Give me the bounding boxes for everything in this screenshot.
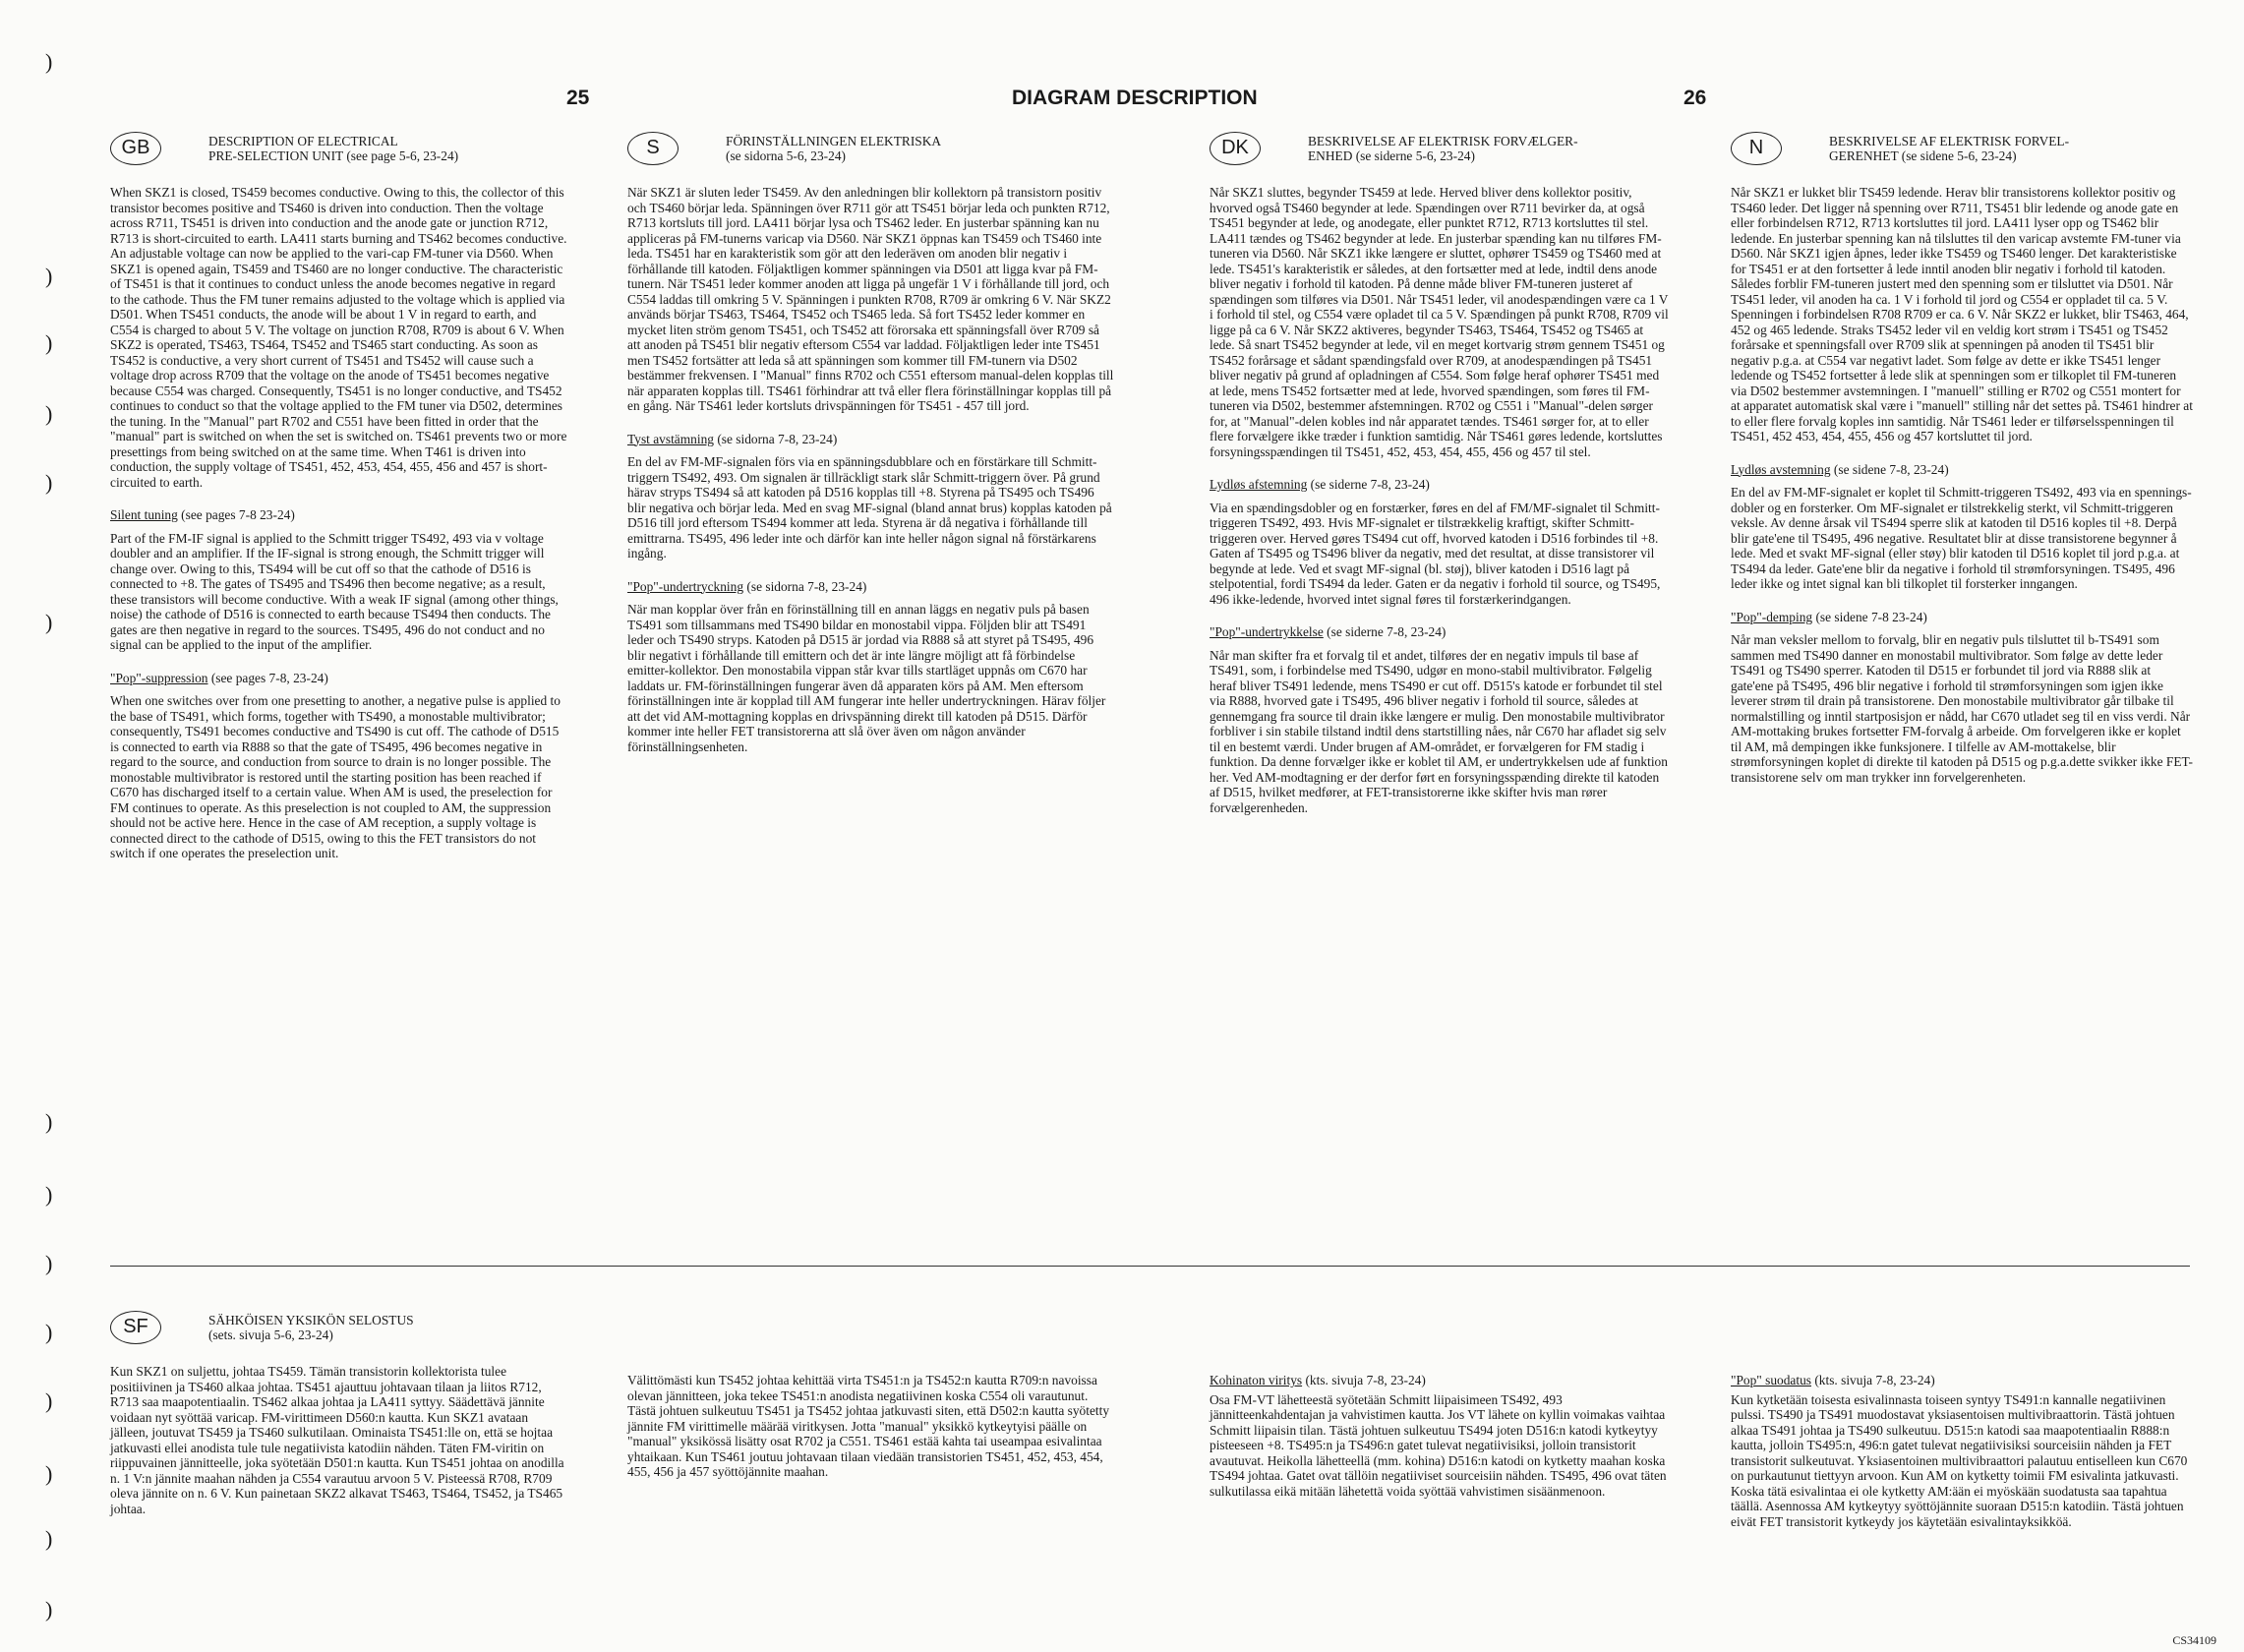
n-title-line1: BESKRIVELSE AF ELEKTRISK FORVEL- [1829,134,2070,148]
s-subheading-tyst [627,432,1114,447]
sf-paragraph-4: Kun kytketään toisesta esivalinnasta toiseen syntyy TS491:n kannalle negatiivinen pulssi. TS490 ja TS491 muodostavat yksiasentoisen multivibraattorin. Tästä johtuen alkaa TS491 johtaa ja TS490 sulkeutuu. D515:n katodi saa maapotentiaalin R888:n kautta, jolloin TS495:n, 496:n gatet tulevat negatiivisiksi sourceisiin nähden ja FET transistorit sulkeutuvat. Yksiasentoinen multivibraattori palautuu entiselleen kun C670 on purkautunut tiettyyn arvoon. Kun AM on kytketty toimii FM esivalinta jatkuvasti. Koska tätä esivalintaa ei ole kytketty AM:ään ei myöskään suodatusta saa tapahtua täällä. Asennossa AM kytkeytyy syöttöjännite suoraan D515:n katodiin. Tästä johtuen eivät FET transistorit kytkeydy jos käytetään esivalintayksikköä. [1731,1391,2188,1529]
gb-sub1: Silent tuning [110,507,178,522]
sf-sub3: Kohinaton viritys [1210,1373,1303,1387]
s-sub2: "Pop"-undertryckning [627,578,744,594]
dk-sub2: "Pop"-undertrykkelse [1210,624,1324,639]
sf-title-line2: (sets. sivuja 5-6, 23-24) [208,1328,333,1342]
n-paragraph-2: En del av FM-MF-signalet er koplet til Schmitt-triggeren TS492, 493 via en spennings-dobler og en forsterker. Om MF-signalet er tilstrekkelig sterkt, vil Schmitt-triggeren veksle. Av denne årsak vil TS494 sperre slik at katoden til D516 koples til +8. Derpå blir gate'ene til TS495, 496 negative. Resultatet blir at disse transistorene begynner å lede. Med et svakt MF-signal (eller støy) blir katoden til D516 koplet til jord p.g.a. at TS494 da leder. Gate'ene blir da negative i forhold til strømforsyningen. TS495, 496 leder ikke og intet signal kan bli tilkoplet til forsterker inngangen. [1731,485,2192,591]
s-title-line1: FÖRINSTÄLLNINGEN ELEKTRISKA [726,134,942,148]
dk-paragraph-3: Når man skifter fra et forvalg til et andet, tilføres der en negativ impuls til base af TS491, som, i forbindelse med TS490, udgør en mono-stabil multivibrator. Følgelig heraf bliver TS491 ledende, mens TS490 er cut off. D515's katode er forbundet til stel via R888, hvorved gate i TS495, 496 bliver negativ i forhold til source, således at gennemgang fra source til drain ikke længere er mulig. Den monostabile multivibrator forbliver i sin stabile tilstand indtil dens startstilling nåes, når C670 har afladet sig selv til en bestemt værdi. Under brugen af AM-området, er forvælgeren for FM stadig i funktion. Da denne forvælger ikke er koblet til AM, er undertrykkelsen ude af funktion her. Ved AM-modtagning er der derfor ført en forsyningsspænding direkte til katoden af D515, hvilket medfører, at FET-transistorerne ikke skifter hvis man rører forvælgerenheden. [1210,647,1668,815]
gb-sub2-ref: (see pages 7-8, 23-24) [207,670,328,685]
sf-paragraph-1: Kun SKZ1 on suljettu, johtaa TS459. Tämän transistorin kollektorista tulee positiivinen ja TS460 alkaa johtaa. TS451 ajauttuu johtavaan tilaan ja liitos R712, R713 saa maapotentiaalin. TS462 alkaa johtaa ja LA411 syttyy. Säädettävä jännite voidaan nyt syöttää varicap. FM-virittimeen D560:n kautta. Kun SKZ1 avataan jälleen, joutuvat TS459 ja TS460 sulkutilaan. Ominaista TS451:lle on, että se hojtaa jatkuvasti ellei anodista tule tule negatiivista katodiin nähden. Täten FM-viritin on riippuvainen jännitteelle, joka syötetään D501:n kautta. Kun TS451 johtaa on anodilla n. 1 V:n jännite maahan nähden ja C554 varautuu arvoon 5 V. Pisteessä R708, R709 oleva jännite on n. 6 V. Kun painetaan SKZ2 alkavat TS463, TS464, TS452, ja TS465 johtaa. [110,1364,564,1516]
s-title-line2: (se sidorna 5-6, 23-24) [726,148,846,163]
sf-sub4-ref: (kts. sivuja 7-8, 23-24) [1811,1373,1935,1387]
n-sub2-ref: (se sidene 7-8 23-24) [1812,609,1927,624]
s-sub1: Tyst avstämning [627,431,714,446]
sf-paragraph-3: Osa FM-VT lähetteestä syötetään Schmitt liipaisimeen TS492, 493 jännitteenkahdentajan ja vahvistimen kautta. Jos VT lähete on kyllin voimakas vaihtaa Schmitt liipaisin tilan. Tästä johtuen sulkeutuu TS494 joten D516:n katodi kytkeytyy pisteeseen +8. TS495:n ja TS496:n gatet tulevat negatiivisiksi, jolloin transistorit avautuvat. Heikolla lähetteellä (mm. kohina) D516:n katodi on kytketty maahan koska TS494 johtaa. Gatet ovat tällöin negatiiviset sourceisiin nähden. TS495, 496 ovat täten sulkutilassa eikä mitään lähetettä voida syöttää vahvistimen sisäänmenoon. [1210,1391,1667,1499]
gb-subheading-pop [110,671,567,686]
page-number-right: 26 [1683,87,1707,109]
binder-mark: ) [45,401,53,426]
s-paragraph-1: När SKZ1 är sluten leder TS459. Av den anledningen blir kollektorn på transistorn positiv och TS460 börjar leda. Spänningen över R711 gör att TS451 börjar leda och punkten R712, R713 kortsluts till jord. LA411 börjar lysa och TS462 leder. En justerbar spänning kan nu appliceras på FM-tunerns varicap via D560. När SKZ1 öppnas kan TS459 och TS460 inte leda. TS451 har en karakteristik som gör att den lederäven om anoden blir negativ i förhållande till katoden. Följaktligen kommer spänningen via D501 att ligga kvar på FM-tunern. När TS451 leder kommer anoden att ligga på ungefär 1 V i förhållande till jord, och C554 laddas till omkring 5 V. Spänningen i punkten R708, R709 är omkring 6 V. När SKZ2 används börjar TS463, TS464, TS452 och TS465 leda. Så fort TS452 leder kommer en mycket liten ström genom TS451, och TS452 att förorsaka ett spänningsfall över R709 så att anoden på TS451 blir negativ eftersom C554 var laddad. Följaktligen leder inte TS451 men TS452 fortsätter att leda så att spänningen som kommer till FM-tunern via D502 bestämmer frekvensen. I "Manual" finns R702 och C551 eftersom manual-delen kopplas till när apparaten kopplas till. TS461 förhindrar att två eller flera förinställningar kopplas till på en gång. När TS461 leder kortsluts drivspänningen för TS451 - 457 till jord. [627,185,1114,413]
n-paragraph-3: Når man veksler mellom to forvalg, blir en negativ puls tilsluttet til b-TS491 som sammen med TS490 danner en monostabil multivibrator. Som følge av dette leder TS491 og TS490 sperrer. Katoden til D515 er forbundet til jord via R888 slik at gate'ene på TS495, 496 blir negative i forhold til strømforsyningen som igjen ikke leverer strøm til drain på transistorene. Den monostabile multivibrator går tilbake til normalstilling og inntil startposisjon er nådd, har C670 utladet seg til en viss verdi. Når AM-mottaking brukes fortsetter FM-forvalg å arbeide. Om forvelgeren ikke er koplet til AM, må dempingen ikke funksjonere. I tilfelle av AM-mottakelse, blir strømforsyningen koplet di direkte til katoden på D515 og p.g.a.dette svikker ikke FET-transistorene selv om man trykker inn forvelgerenheten. [1731,632,2193,785]
gb-title-line1: DESCRIPTION OF ELECTRICAL [208,134,398,148]
binder-mark: ) [45,264,53,288]
section-sf-col3 [1210,1373,1672,1499]
n-paragraph-1: Når SKZ1 er lukket blir TS459 ledende. Herav blir transistorens kollektor positiv og TS460 leder. Det ligger nå spenning over R711, TS451 blir ledende og anode gate en eller forbindelsen R712, R713 kortsluttes til jord. LA411 lyser opp og TS462 blir ledende. En justerbar spenning kan nå tilsluttes til den varicap avstemte FM-tuner via D560. Når SKZ1 igjen åpnes, leder ikke TS459 og TS460 lenger. Det karakteristiske for TS451 er at den fortsetter å lede inntil anoden blir negativ i forhold til katoden. Således forblir FM-tuneren justert med den spenning som er tilsluttet via D501. Når TS451 leder, vil anoden ha ca. 1 V i forhold til jord og C554 er oppladet til ca. 5 V. Spenningen i forbindelsen R708 R709 er ca. 6 V. Når SKZ2 er lukket, blir TS463, 464, 452 og 465 ledende. Straks TS452 leder vil en veldig kort strøm i TS451 og TS452 forårsake et spenningsfall over R709 slik at spenningen på anoden til TS451 blir negativ p.g.a. at C554 var negativt ladet. Som følge av dette er ikke TS451 lenger ledende og TS452 fortsetter å lede slik at spenningen som er tilkoplet til FM-tuneren via D502 bestemmer avstemningen. I "manuell" stilling er R702 og C551 montert for at apparatet automatisk skal være i "manuell" stilling når det settes på. TS461 hindrer at to eller flere forvalg koples inn samtidig. Når TS461 leder er tilførselsspenningen til TS451, 452 453, 454, 455, 456 og 457 kortsluttet til jord. [1731,185,2193,443]
sf-sub4: "Pop" suodatus [1731,1373,1811,1387]
s-subheading-pop [627,579,1114,595]
gb-sub2: "Pop"-suppression [110,670,208,685]
binder-mark: ) [45,470,53,495]
n-title-line2: GERENHET (se sidene 5-6, 23-24) [1829,148,2017,163]
dk-title-line2: ENHED (se siderne 5-6, 23-24) [1308,148,1475,163]
s-paragraph-3: När man kopplar över från en förinställning till en annan läggs en negativ puls på basen TS491 som tillsammans med TS490 bildar en monostabil vippa. Följden blir att TS491 leder och TS490 stryps. Katoden på D515 är jordad via R888 så att styret på TS495, 496 blir negativt i förhållande till emittern och det är inte längre möjligt att få förbindelse emitter-kollektor. Den monostabila vippan står kvar tills startläget uppnås om C670 har laddats ur. FM-förinställningen fungerar även då apparaten körs på AM. Men eftersom förinställningen inte är kopplad till AM fungerar inte heller undertryckningen. Härav följer att det vid AM-mottagning kopplas en drivspänning direkt till katoden på D515. Därför kommer inte heller FET transistorerna att slå över även om någon använder förinställningsenheten. [627,602,1106,754]
dk-sub2-ref: (se siderne 7-8, 23-24) [1323,624,1447,639]
dk-paragraph-1: Når SKZ1 sluttes, begynder TS459 at lede. Herved bliver dens kollektor positiv, hvorved også TS460 begynder at lede. Spændingen over R711 bevirker da, at også TS451 begynder at lede, og anodegate, eller punktet R712, R713 kortsluttes til stel. LA411 tændes og TS462 begynder at lede. En justerbar spænding kan nu tilføres FM-tuneren via D560. Når SKZ1 ikke længere er sluttet, ophører TS459 og TS460 med at lede. TS451's karakteristik er således, at den fortsætter med at lede, indtil dens anode bliver negativ i forhold til katoden. På denne måde bliver FM-tuneren justeret af spændingen som tilføres via D501. Når TS451 leder, vil anodespændingen være ca 1 V i forhold til stel, og C554 være opladet til ca 5 V. Spændingen på punkt R708, R709 vil ligge på ca 6 V. Når SKZ2 aktiveres, begynder TS463, TS464, TS452 og TS465 at lede. Så snart TS452 begynder at lede, vil en meget kortvarig strøm gennem TS451 og TS452 forårsage et sådant spændingsfald over R709, at anodespændingen på TS451 bliver negativ på grund af opladningen af C554. Som følge heraf ophører TS451 med at lede, mens TS452 fortsætter med at lede, hvorved spændingen, som føres til FM-tuneren via D502, bestemmer afstemningen. R702 og C551 i "Manual"-delen sørger for, at "Manual"-delen kobles ind når apparatet tændes. TS461 sørger for, at to eller flere forvælgere ikke træder i funktion samtidig. Når TS461 gøres ledende, kortsluttes forsyningsspændingen til TS451, 452, 453, 454, 455, 456 og 457 til stel. [1210,185,1669,459]
dk-subheading-pop [1210,624,1672,640]
binder-mark: ) [45,1526,53,1551]
section-sf-col4 [1731,1373,2193,1529]
dk-sub1-ref: (se siderne 7-8, 23-24) [1307,477,1430,492]
gb-paragraph-3: When one switches over from one presetting to another, a negative pulse is applied to the base of TS491, which forms, together with TS490, a monostable multivibrator; consequently, TS491 becomes conductive and TS490 is cut off. The cathode of D515 is connected to earth via R888 so that the gate of TS495, 496 becomes negative in regard to the source, and conduction from source to drain is no longer possible. The monostable multivibrator is restored until the starting position has been reached if C670 has discharged itself to a certain value. When AM is used, the preselection for FM continues to operate. As this preselection is not coupled to AM, the suppression should not be active here. Hence in the case of AM reception, a supply voltage is connected direct to the cathode of D515, owing to this the FET transistors do not switch if one operates the preselection unit. [110,693,561,860]
binder-mark: ) [45,610,53,634]
badge-n: N [1731,132,1782,165]
gb-sub1-ref: (see pages 7-8 23-24) [177,507,295,522]
section-n [1731,132,2193,785]
gb-paragraph-2: Part of the FM-IF signal is applied to the Schmitt trigger TS492, 493 via v voltage doubler and an amplifier. If the IF-signal is strong enough, the Schmitt trigger will change over. Owing to this, TS494 will be cut off so that the cathode of D516 is connected to +8. The gates of TS495 and TS496 then become negative; as a result, these transistors will become conductive. With a weak IF signal (among other things, noise) the cathode of D516 is connected to earth because TS494 then conducts. The gates are then negative in regard to the sources. TS495, 496 do not conduct and no signal can be applied to the input of the amplifier. [110,530,559,652]
section-sf-col2 [627,1373,1114,1480]
binder-mark: ) [45,1320,53,1344]
sf-sub3-ref: (kts. sivuja 7-8, 23-24) [1302,1373,1426,1387]
page-title: DIAGRAM DESCRIPTION [1012,87,1258,109]
n-subheading-lydlos [1731,462,2193,478]
badge-sf: SF [110,1311,161,1344]
sf-title-line1: SÄHKÖISEN YKSIKÖN SELOSTUS [208,1313,414,1328]
binder-mark: ) [45,49,53,74]
section-gb [110,132,567,861]
badge-s: S [627,132,679,165]
s-sub2-ref: (se sidorna 7-8, 23-24) [743,578,867,594]
gb-paragraph-1: When SKZ1 is closed, TS459 becomes conductive. Owing to this, the collector of this transistor becomes positive and TS460 is driven into conduction. Then the voltage across R711, TS451 is driven into conduction and the anode gate or junction R712, R713 is short-circuited to earth. LA411 starts burning and TS462 becomes conductive. An adjustable voltage can now be applied to the vari-cap FM-tuner via D560. When SKZ1 is opened again, TS459 and TS460 are no longer conductive. The characteristic of TS451 is that it continues to conduct unless the anode becomes negative in regard to the cathode. Thus the FM tuner remains adjusted to the voltage which is applied via D501. When TS451 conducts, the anode will be about 1 V in regard to earth, and C554 is charged to about 5 V. The voltage on junction R708, R709 is about 6 V. When SKZ2 is operated, TS463, TS464, TS452 and TS465 start conducting. As soon as TS452 is conductive, a very short current of TS451 and TS452 will cause such a voltage drop across R709 that the voltage on the anode of TS451 becomes negative because C554 was charged. Consequently, TS451 is no longer conductive, and TS452 continues to conduct so that the voltage applied to the FM tuner via D502, determines the tuning. In the "Manual" part R702 and C551 have been fitted in order that the "manual" part is switched on when the set is switched on. TS461 prevents two or more presettings from being switched on at the same time. When T461 is driven into conduction, the supply voltage of TS451, 452, 453, 454, 455, 456 and 457 is short-circuited to earth. [110,185,567,490]
dk-sub1: Lydløs afstemning [1210,477,1308,492]
s-paragraph-2: En del av FM-MF-signalen förs via en spänningsdubblare och en förstärkare till Schmitt-triggern TS492, 493. Om signalen är tillräckligt stark slår Schmitt-triggern över. På grund härav stryps TS494 så att katoden på D516 kopplas till +8. Styrena på TS495 och TS496 blir negativa och börjar leda. Med en svag MF-signal (bland annat brus) kopplas katoden på D516 till jord eftersom TS494 kommer att leda. Styrena är då negativa i förhållande till emittrarna. TS495, 496 leder inte och därför kan inte heller någon signal nå förstärkarens ingång. [627,454,1112,560]
gb-subheading-silent-tuning [110,507,567,523]
n-sub1: Lydløs avstemning [1731,461,1831,477]
gb-title-line2: PRE-SELECTION UNIT (see page 5-6, 23-24) [208,148,459,163]
sf-subheading-kohinaton [1210,1373,1672,1388]
dk-paragraph-2: Via en spændingsdobler og en forstærker, føres en del af FM/MF-signalet til Schmitt-triggeren TS492, 493. Hvis MF-signalet er tilstrækkelig kraftigt, skifter Schmitt-triggeren over. Herved gøres TS494 cut off, hvorved katoden i D516 forbindes til +8. Gaten af TS495 og TS496 bliver da negativ, med det resultat, at disse transistorer vil begynde at lede. Ved et svagt MF-signal (bl. støj), bliver katoden i D516 lagt på stelpotential, fordi TS494 da leder. Gaten er da negativ i forhold til source, og TS495, 496 ikke-ledende, hvorved intet signal føres til forstærkerindgangen. [1210,500,1661,607]
badge-dk: DK [1210,132,1261,165]
section-sf-head [110,1311,567,1516]
page-number-left: 25 [566,87,590,109]
binder-mark: ) [45,330,53,355]
binder-mark: ) [45,1597,53,1622]
binder-mark: ) [45,1182,53,1207]
n-sub1-ref: (se sidene 7-8, 23-24) [1830,461,1949,477]
sf-paragraph-2: Välittömästi kun TS452 johtaa kehittää virta TS451:n ja TS452:n kautta R709:n navoissa olevan jännitteen, joka tekee TS451:n anodista negatiivinen koska C554 oli varautunut. Tästä johtuen sulkeutuu TS451 ja TS452 johtaa jatkuvasti siten, että D502:n kautta syötetty jännite FM virittimelle määrää viritkysen. Jotta "manual" yksikkö kytkeytyisi päälle on "manual" yksikössä lisätty osat R702 ja C551. TS461 estää kahta tai useampaa esivalintaa yhtaikaan. Kun TS461 joutuu johtavaan tilaan viedään transistorien TS451, 452, 453, 454, 455, 456 ja 457 syöttöjännite maahan. [627,1373,1110,1479]
n-sub2: "Pop"-demping [1731,609,1813,624]
sf-subheading-pop [1731,1373,2193,1388]
binder-mark: ) [45,1388,53,1413]
binder-mark: ) [45,1109,53,1134]
footer-code: CS34109 [2172,1633,2216,1647]
section-dk [1210,132,1672,815]
section-divider [110,1266,2190,1267]
dk-title-line1: BESKRIVELSE AF ELEKTRISK FORVÆLGER- [1308,134,1578,148]
binder-mark: ) [45,1461,53,1486]
dk-subheading-lydlos [1210,477,1672,493]
s-sub1-ref: (se sidorna 7-8, 23-24) [713,431,838,446]
section-s [627,132,1114,754]
badge-gb: GB [110,132,161,165]
binder-mark: ) [45,1251,53,1275]
n-subheading-pop [1731,610,2193,625]
